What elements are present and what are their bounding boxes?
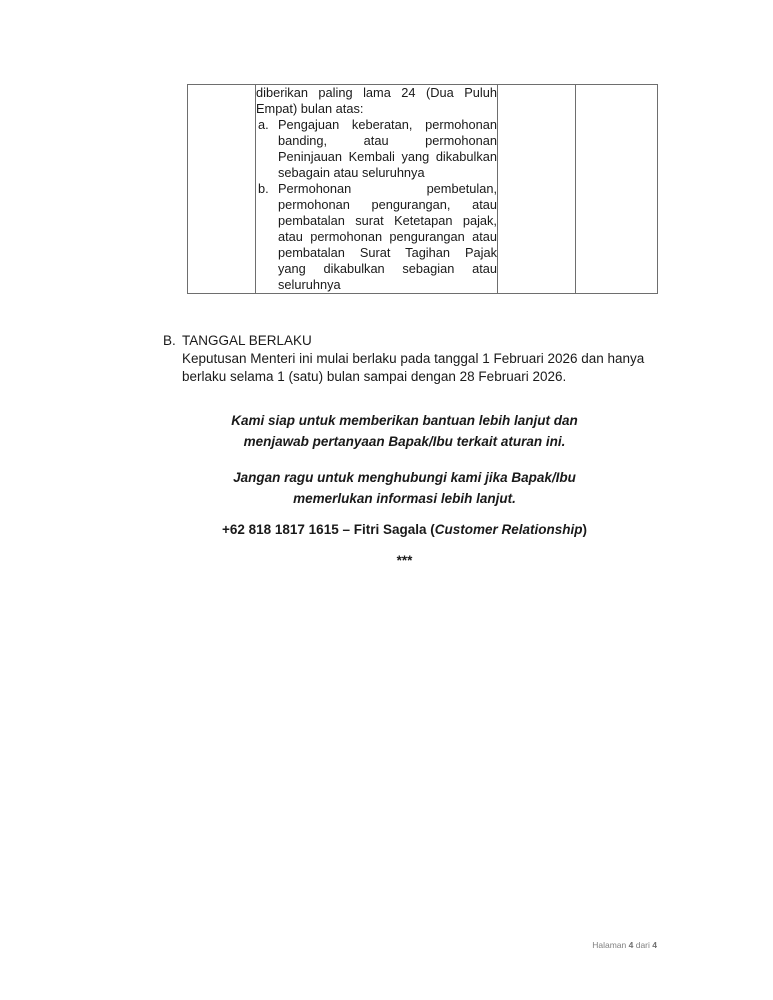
closing-line: Kami siap untuk memberikan bantuan lebih lanjut dan [231, 413, 578, 429]
page-footer [0, 939, 657, 951]
section-body [152, 350, 657, 385]
contact-suffix: ) [582, 522, 588, 538]
footer-prefix: Halaman [592, 940, 629, 950]
continuation-table [187, 84, 658, 294]
footer-separator: dari [633, 940, 653, 950]
list-line: atau permohonan pengurangan atau [278, 229, 497, 244]
footer-total-pages: 4 [652, 940, 657, 950]
list-line: banding, atau permohonan [278, 133, 497, 148]
end-separator: *** [396, 553, 413, 569]
closing-paragraph-1 [152, 410, 657, 452]
table-row [188, 85, 658, 294]
contact-role: Customer Relationship [434, 522, 583, 538]
closing-line: menjawab pertanyaan Bapak/Ibu terkait aturan ini. [243, 434, 566, 450]
section-heading [152, 332, 657, 350]
section-heading-text: TANGGAL BERLAKU [182, 333, 312, 348]
closing-line: Jangan ragu untuk menghubungi kami jika Bapak/Ibu [233, 470, 576, 486]
cell-intro-line: diberikan paling lama 24 (Dua Puluh [256, 85, 497, 100]
table-cell-number [188, 85, 256, 294]
list-marker: b. [258, 181, 269, 196]
cell-intro-line: Empat) bulan atas: [256, 101, 364, 116]
table-cell-description [256, 85, 498, 294]
body-line: berlaku selama 1 (satu) bulan sampai dengan 28 Februari 2026. [182, 368, 567, 384]
contact-line [152, 519, 657, 540]
footer-page-number: 4 [628, 940, 634, 950]
list-line: Peninjauan Kembali yang dikabulkan [278, 149, 497, 164]
body-line: Keputusan Menteri ini mulai berlaku pada tanggal 1 Februari 2026 dan hanya [182, 351, 645, 366]
list-line: pembatalan surat Ketetapan pajak, [278, 213, 497, 228]
list-line: pembatalan Surat Tagihan Pajak [278, 245, 497, 260]
cell-list-item-b [256, 181, 497, 293]
page-content [152, 0, 657, 571]
closing-line: memerlukan informasi lebih lanjut. [293, 491, 516, 507]
table-cell-empty-1 [498, 85, 576, 294]
list-line: yang dikabulkan sebagian atau [278, 261, 497, 276]
cell-list-item-a [256, 117, 497, 181]
closing-paragraph-2 [152, 467, 657, 509]
section-marker: B. [163, 333, 176, 348]
section-tanggal-berlaku [152, 332, 657, 385]
list-line: permohonan pengurangan, atau [278, 197, 497, 212]
table-cell-empty-2 [576, 85, 658, 294]
contact-prefix: +62 818 1817 1615 – Fitri Sagala ( [221, 522, 435, 538]
list-line: Permohonan pembetulan, [278, 181, 497, 196]
list-line: sebagain atau seluruhnya [278, 165, 425, 180]
list-line: seluruhnya [278, 277, 341, 292]
list-marker: a. [258, 117, 269, 132]
list-line: Pengajuan keberatan, permohonan [278, 117, 497, 132]
